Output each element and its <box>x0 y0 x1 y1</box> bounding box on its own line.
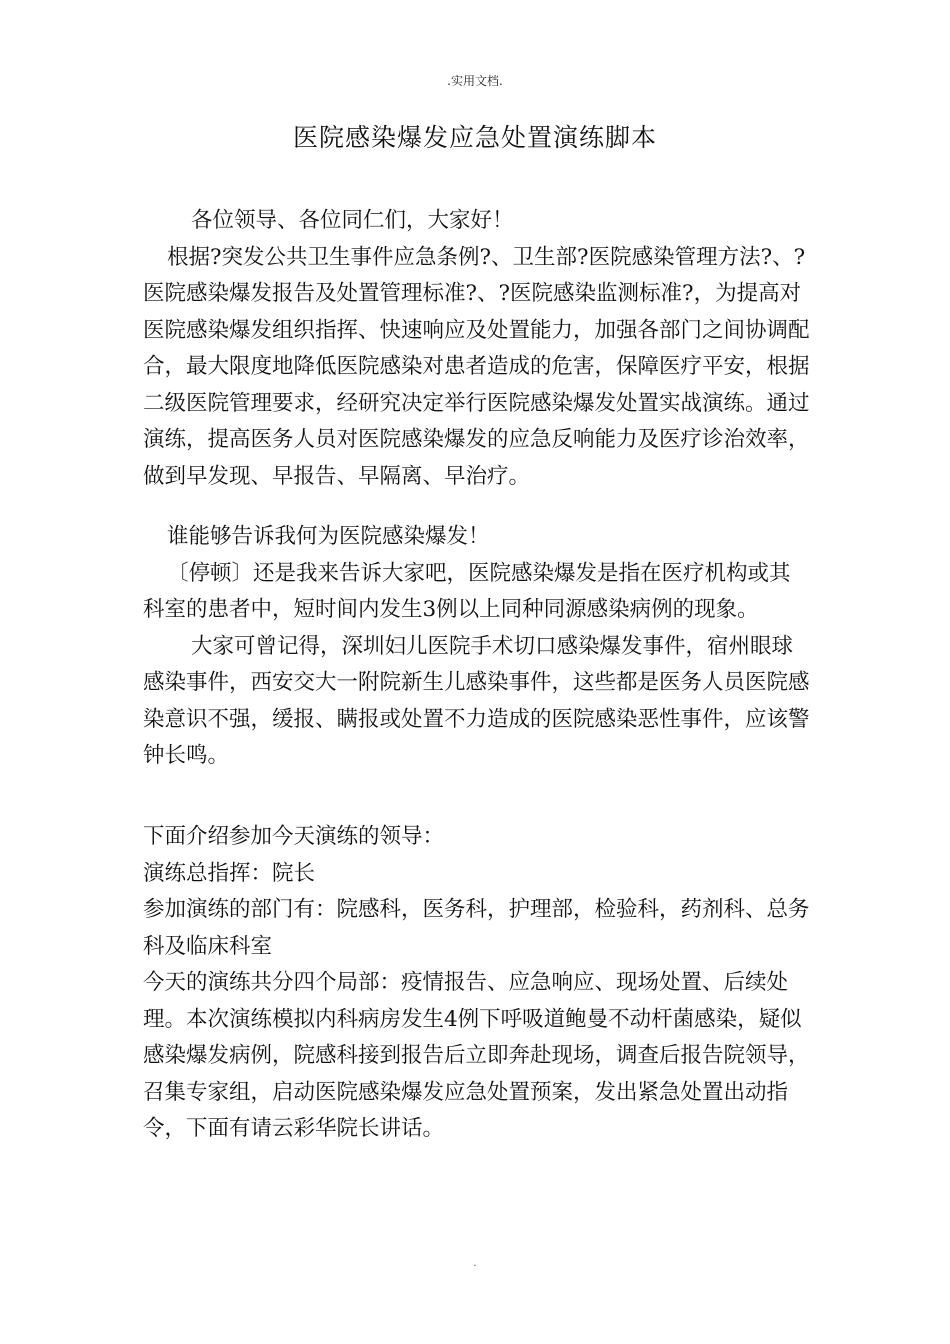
section-definition <box>143 519 811 775</box>
section-leaders <box>143 819 811 1148</box>
cases-paragraph: 大家可曾记得，深圳妇儿医院手术切口感染爆发事件，宿州眼球感染事件，西安交大一附院新生儿感染事件，这些都是医务人员医院感染意识不强，缓报、瞒报或处置不力造成的医院感染恶性事件，应该警钟长鸣。 <box>143 633 810 768</box>
question-paragraph: 谁能够告诉我何为医院感染爆发！ <box>167 524 490 549</box>
section-greeting <box>143 203 811 495</box>
greeting-paragraph: 各位领导、各位同仁们，大家好！ <box>191 208 514 233</box>
intro-paragraph: 根据?突发公共卫生事件应急条例?、卫生部?医院感染管理方法?、?医院感染爆发报告及处置管理标准?、?医院感染监测标准?，为提高对医院感染爆发组织指挥、快速响应及处置能力，加强各部门之间协调配合，最大限度地降低医院感染对患者造成的危害，保障医疗平安，根据二级医院管理要求，经研究决定举行医院感染爆发处置实战演练。通过演练，提高医务人员对医院感染爆发的应急反响能力及医疗诊治效率，做到早发现、早报告、早隔离、早治疗。 <box>143 244 810 489</box>
document-title: 医院感染爆发应急处置演练脚本 <box>292 123 657 152</box>
page-footer: . <box>473 1258 477 1269</box>
departments-paragraph: 参加演练的部门有：院感科，医务科，护理部，检验科，药剂科、总务科及临床科室 <box>143 897 810 959</box>
leaders-intro-paragraph: 下面介绍参加今天演练的领导： <box>143 824 445 849</box>
commander-paragraph: 演练总指挥：院长 <box>143 860 316 886</box>
page-header: .实用文档. <box>447 74 503 88</box>
definition-paragraph: 〔停顿〕还是我来告诉大家吧，医院感染爆发是指在医疗机构或其科室的患者中，短时间内发生3例以上同种同源感染病例的现象。 <box>143 560 791 622</box>
overview-paragraph: 今天的演练共分四个局部：疫情报告、应急响应、现场处置、后续处理。本次演练模拟内科病房发生4例下呼吸道鲍曼不动杆菌感染，疑似感染爆发病例，院感科接到报告后立即奔赴现场，调查后报告院领导，召集专家组，启动医院感染爆发应急处置预案，发出紧急处置出动指令，下面有请云彩华院长讲话。 <box>143 970 810 1141</box>
